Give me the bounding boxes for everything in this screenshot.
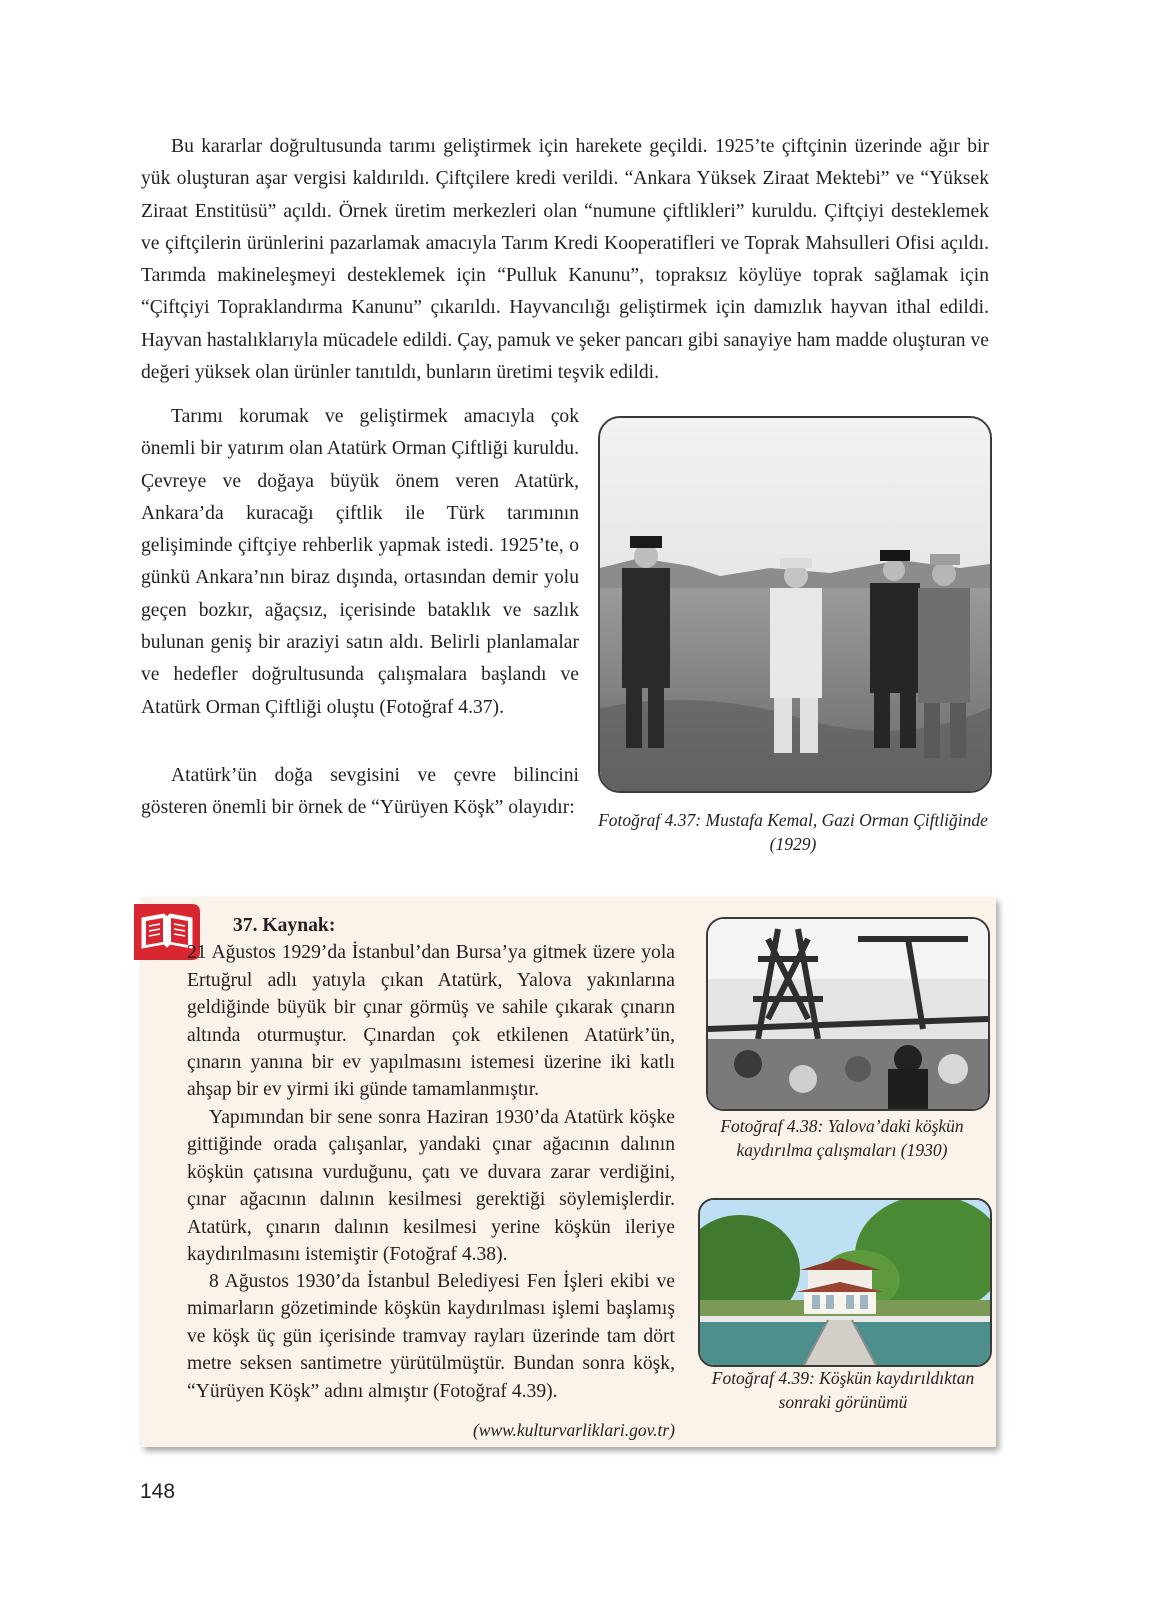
source-paragraph-3: 8 Ağustos 1930’da İstanbul Belediyesi Fen İşleri ekibi ve mimarların gözetiminde köşkün kaydırılması işlemi başlamış ve köşk üç gün içerisinde tramvay rayları üzerinde tam dört metre seksen santimetre yürütülmüştür. Bundan sonra köşk, “Yürüyen Köşk” adını almıştır (Fotoğraf 4.39). xyxy=(187,1271,675,1402)
photo-mansion-sliding xyxy=(706,917,990,1111)
caption-photo-4-38: Fotoğraf 4.38: Yalova’daki köşkün kaydırılma çalışmaları (1930) xyxy=(720,1116,964,1160)
photo-mansion-after xyxy=(698,1198,992,1367)
source-paragraph-2: Yapımından bir sene sonra Haziran 1930’da Atatürk köşke gittiğinde orada çalışanlar, yandaki çınar ağacının dalının köşkün çatısına vurduğunu, çatı ve duvara zarar verdiğini, çınar ağacının dalının kesilmesi gerektiği söylemişlerdir. Atatürk, çınarın dalının kesilmesi yerine köşkün ileriye kaydırılmasını istemiştir (Fotoğraf 4.38). xyxy=(187,1107,675,1266)
photo-mansion-after-image xyxy=(700,1200,990,1365)
photo-ataturk-farm xyxy=(598,416,992,793)
photo-mansion-sliding-image xyxy=(708,919,988,1109)
source-label: 37. Kaynak: xyxy=(233,915,336,936)
photo-ataturk-farm-image xyxy=(600,418,990,791)
walking-mansion-intro: Atatürk’ün doğa sevgisini ve çevre bilincini gösteren önemli bir örnek de “Yürüyen Köşk” olayıdır: xyxy=(141,765,579,819)
farm-paragraph: Tarımı korumak ve geliştirmek amacıyla çok önemli bir yatırım olan Atatürk Orman Çiftliği kuruldu. Çevreye ve doğaya büyük önem veren Atatürk, Ankara’da kuracağı çiftlik ile Türk tarımının gelişiminde çiftçiye rehberlik yapmak istedi. 1925’te, o günkü Ankara’nın biraz dışında, ortasından demir yolu geçen bozkır, ağaçsız, içerisinde bataklık ve sazlık bulunan geniş bir araziyi satın aldı. Belirli planlamalar ve hedefler doğrultusunda çalışmalara başlandı ve Atatürk Orman Çiftliği oluştu (Fotoğraf 4.37). xyxy=(141,406,579,718)
caption-photo-4-39: Fotoğraf 4.39: Köşkün kaydırıldıktan sonraki görünümü xyxy=(711,1368,975,1412)
caption-photo-4-37: Fotoğraf 4.37: Mustafa Kemal, Gazi Orman Çiftliğinde (1929) xyxy=(598,810,988,854)
source-url: (www.kulturvarliklari.gov.tr) xyxy=(472,1420,675,1440)
page-number: 148 xyxy=(140,1480,176,1503)
intro-paragraph: Bu kararlar doğrultusunda tarımı geliştirmek için harekete geçildi. 1925’te çiftçinin üzerinde ağır bir yük oluşturan aşar vergisi kaldırıldı. Çiftçilere kredi verildi. “Ankara Yüksek Ziraat Mektebi” ve “Yüksek Ziraat Enstitüsü” açıldı. Örnek üretim merkezleri olan “numune çiftlikleri” kuruldu. Çiftçiyi desteklemek ve çiftçilerin ürünlerini pazarlamak amacıyla Tarım Kredi Kooperatifleri ve Toprak Mahsulleri Ofisi açıldı. Tarımda makineleşmeyi desteklemek için “Pulluk Kanunu”, topraksız köylüye toprak sağlamak için “Çiftçiyi Topraklandırma Kanunu” çıkarıldı. Hayvancılığı geliştirmek için damızlık hayvan ithal edildi. Hayvan hastalıklarıyla mücadele edildi. Çay, pamuk ve şeker pancarı gibi sanayiye ham madde oluşturan ve değeri yüksek olan ürünler tanıtıldı, bunların üretimi teşvik edildi. xyxy=(141,136,989,384)
source-paragraph-1-text: 21 Ağustos 1929’da İstanbul’dan Bursa’ya gitmek üzere yola Ertuğrul adlı yatıyla çıkan Atatürk, Yalova yakınlarına geldiğinde büyük bir çınar görmüş ve sahile çıkarak çınarın altında oturmuştur. Çınardan çok etkilenen Atatürk’ün, çınarın yanına bir ev yapılmasını istemesi üzerine iki katlı ahşap bir ev yirmi iki günde tamamlanmıştır. xyxy=(187,942,675,1101)
source-paragraph-1 xyxy=(187,912,675,1104)
